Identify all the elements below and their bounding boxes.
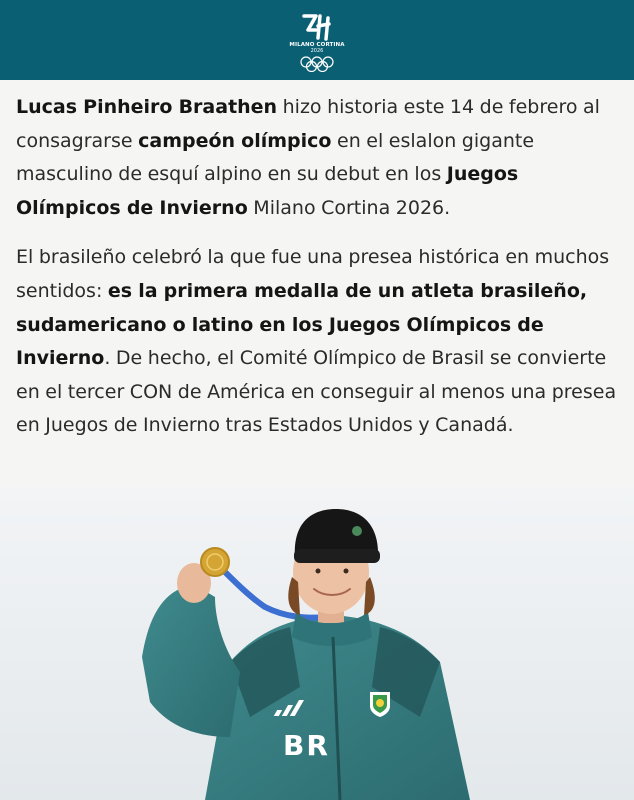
jacket-lettering: BR: [283, 729, 330, 762]
text-run: El brasileño celebró la que fue una presea histórica en muchos sentidos:: [16, 246, 610, 302]
athlete-photo: [0, 487, 634, 800]
article-paragraph-1: [16, 91, 618, 225]
bold-text-run: es la primera medalla de un atleta brasileño, sudamericano o latino en los Juegos Olímpicos de Invierno: [16, 279, 588, 370]
milano-cortina-2026-logo-icon: [301, 12, 333, 42]
text-run: hizo historia este 14 de febrero al consagrarse: [16, 96, 600, 152]
article-paragraph-2: [16, 241, 618, 443]
article-body: [0, 80, 634, 487]
text-run: en el eslalon gigante masculino de esquí alpino en su debut en los: [16, 129, 535, 186]
logo-text-year: 2026: [310, 48, 324, 54]
text-run: Milano Cortina 2026.: [247, 196, 451, 219]
olympic-rings-icon: [299, 56, 335, 72]
athlete-photo-illustration: [0, 487, 634, 800]
site-header: [0, 0, 634, 80]
bold-text-run: Juegos Olímpicos de Invierno: [16, 163, 519, 219]
athlete-name: Lucas Pinheiro Braathen: [16, 96, 278, 118]
milano-cortina-logo[interactable]: [287, 12, 347, 72]
gold-medal: [201, 548, 229, 576]
logo-text-milano-cortina: MILANO CORTINA: [289, 42, 345, 48]
bold-text-run: campeón olímpico: [138, 129, 332, 152]
text-run: . De hecho, el Comité Olímpico de Brasil se convierte en el tercer CON de América en conseguir al menos una presea en Juegos de Invierno tras Estados Unidos y Canadá.: [16, 347, 617, 437]
